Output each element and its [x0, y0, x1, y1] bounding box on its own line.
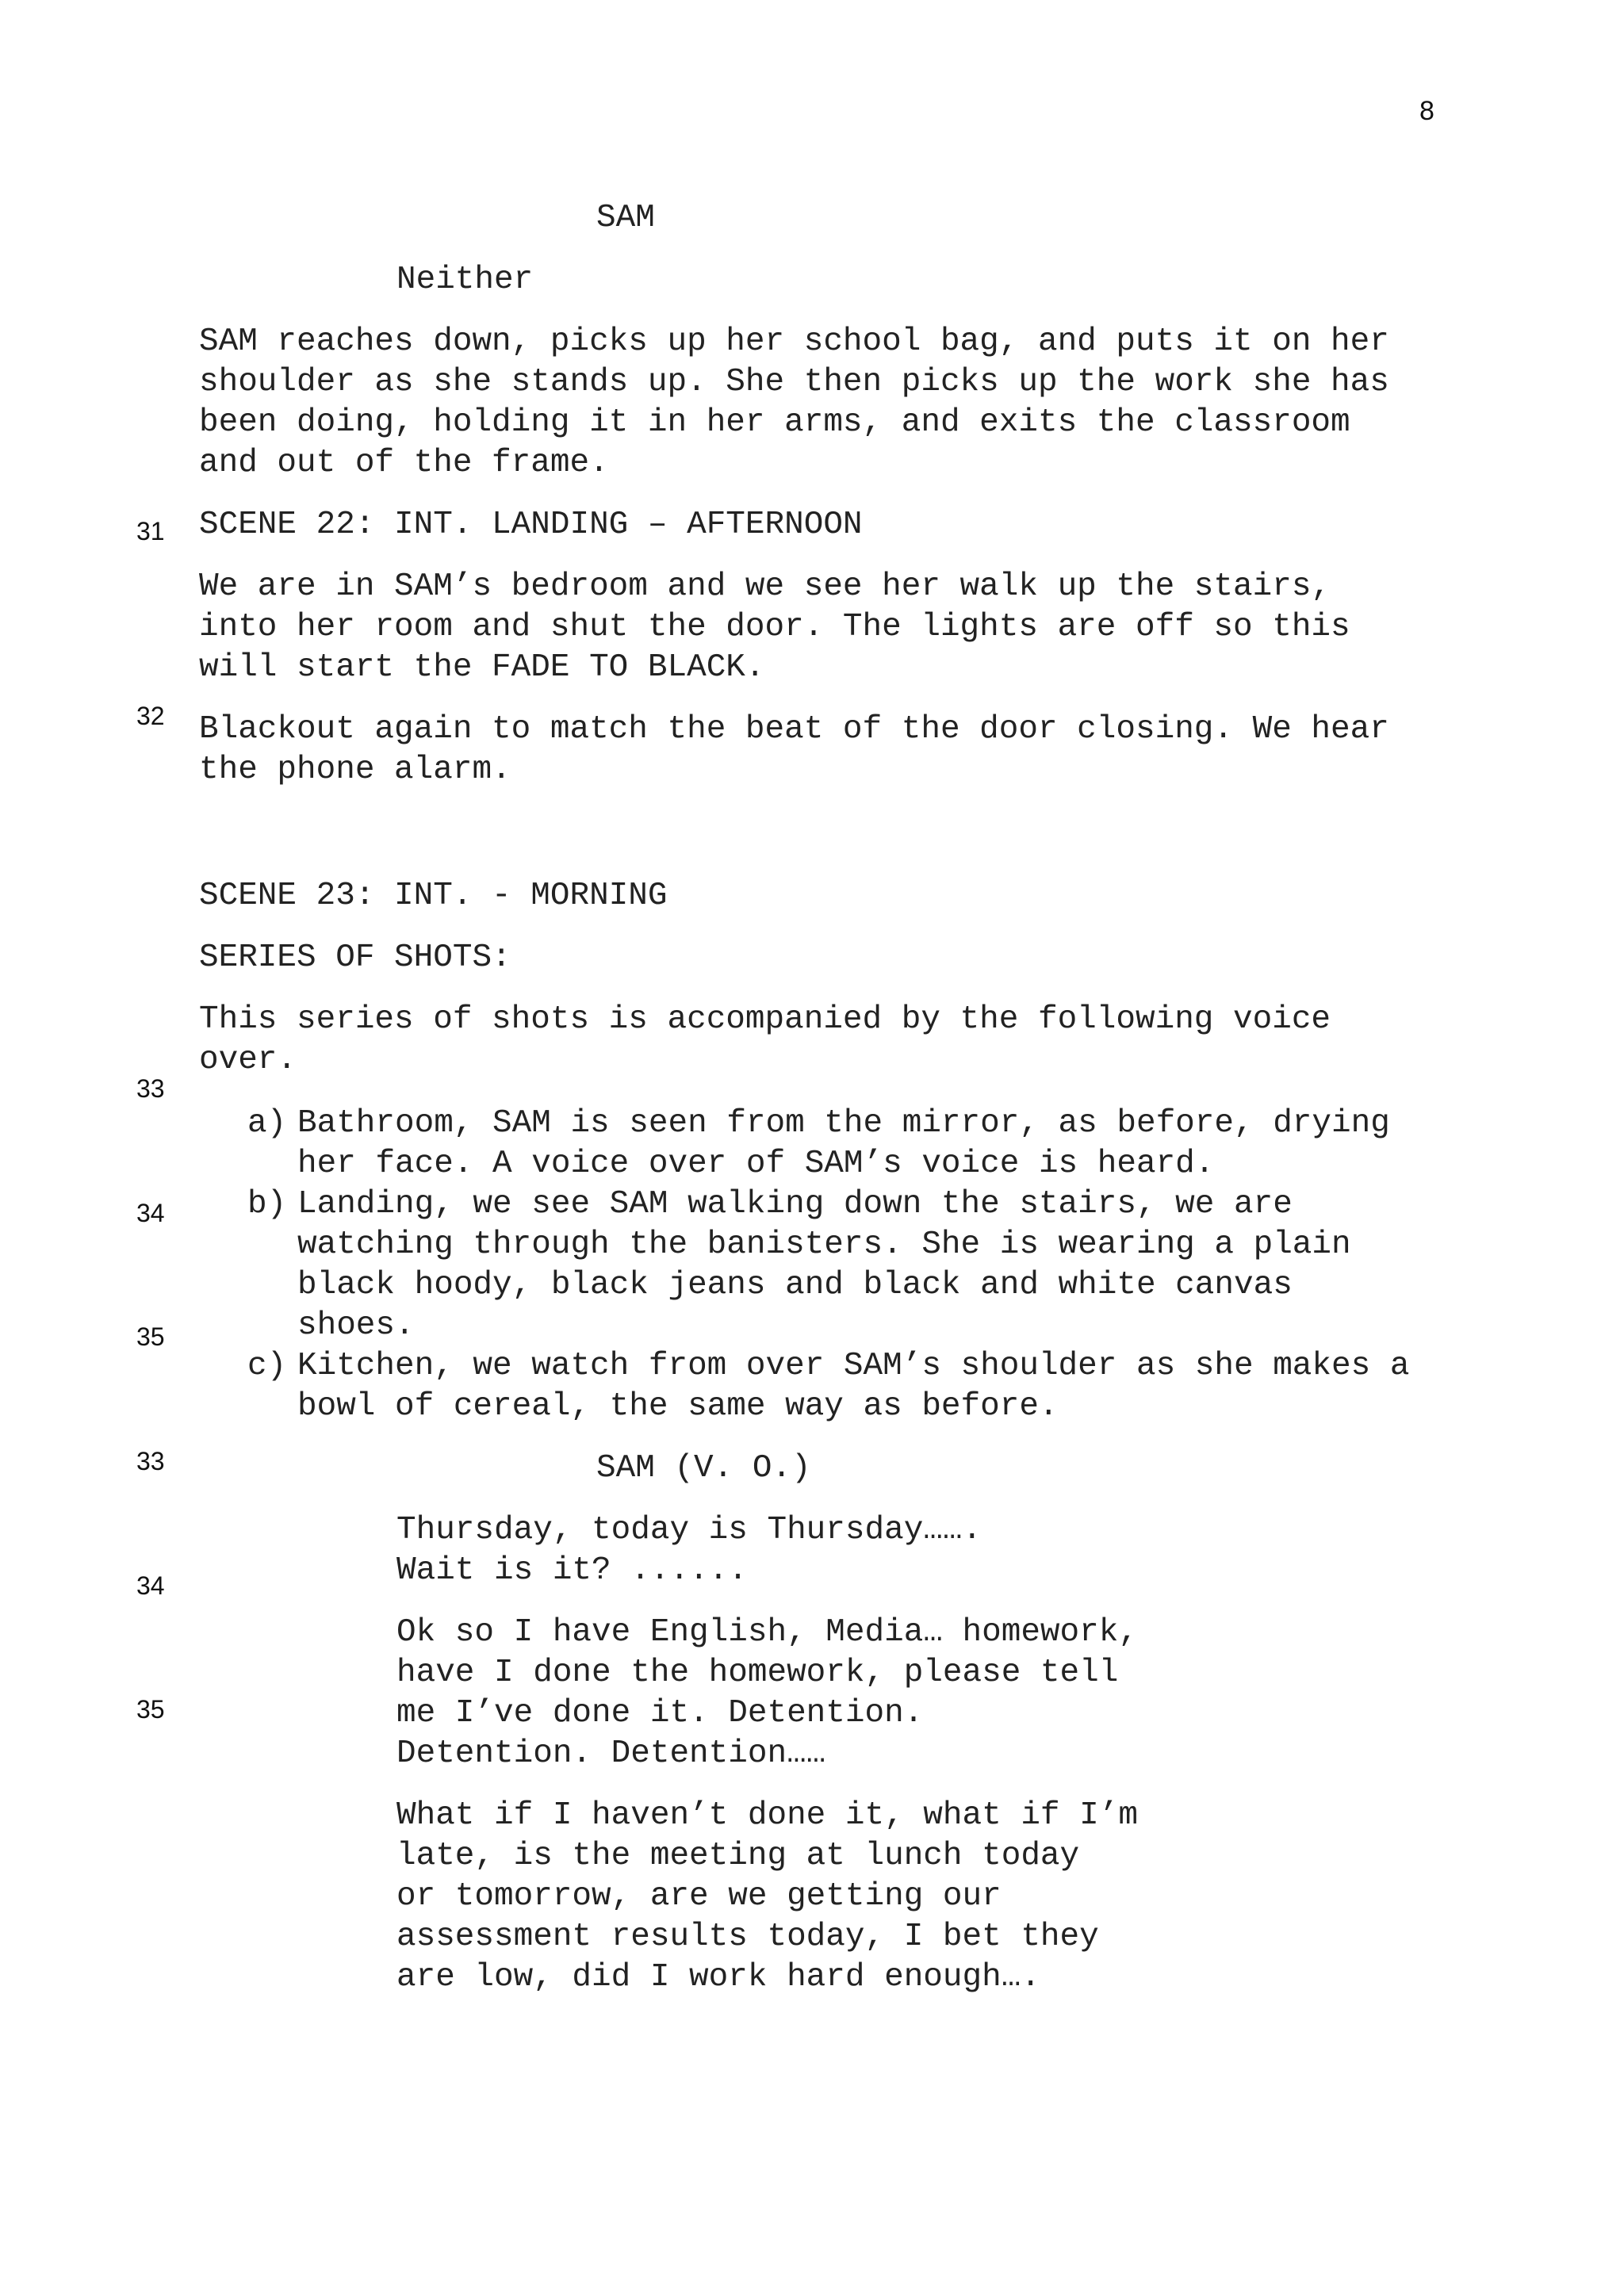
- margin-number: 35: [136, 1695, 165, 1724]
- margin-number: 35: [136, 1322, 165, 1351]
- action-line: Blackout again to match the beat of the door closing. We hear: [199, 711, 1389, 748]
- dialogue-line: are low, did I work hard enough….: [396, 1959, 1040, 1996]
- action-line: This series of shots is accompanied by the following voice: [199, 1001, 1331, 1038]
- shot-line: watching through the banisters. She is wearing a plain: [297, 1226, 1351, 1263]
- shot-line: shoes.: [297, 1307, 415, 1344]
- dialogue-line: have I done the homework, please tell: [396, 1655, 1119, 1691]
- margin-number: 34: [136, 1199, 165, 1227]
- scene-heading: SCENE 23: INT. - MORNING: [199, 878, 668, 914]
- action-line: the phone alarm.: [199, 752, 511, 788]
- shot-line: Bathroom, SAM is seen from the mirror, as before, drying: [297, 1105, 1390, 1142]
- shot-line: her face. A voice over of SAM’s voice is heard.: [297, 1146, 1215, 1182]
- margin-number: 33: [136, 1074, 165, 1103]
- shot-marker: b): [247, 1186, 287, 1223]
- shot-line: Landing, we see SAM walking down the stairs, we are: [297, 1186, 1293, 1223]
- shot-line: bowl of cereal, the same way as before.: [297, 1388, 1059, 1425]
- margin-number: 33: [136, 1447, 165, 1475]
- dialogue-line: Ok so I have English, Media… homework,: [396, 1614, 1138, 1651]
- dialogue-line: Thursday, today is Thursday…….: [396, 1512, 982, 1548]
- shot-line: Kitchen, we watch from over SAM’s shoulder as she makes a: [297, 1348, 1410, 1384]
- action-line: SAM reaches down, picks up her school bag, and puts it on her: [199, 323, 1389, 360]
- shot-marker: c): [247, 1348, 287, 1384]
- shot-line: black hoody, black jeans and black and white canvas: [297, 1267, 1293, 1303]
- character-cue: SAM (V. O.): [596, 1450, 811, 1487]
- dialogue-line: me I’ve done it. Detention.: [396, 1695, 924, 1732]
- shot-marker: a): [247, 1105, 287, 1142]
- margin-number: 31: [136, 517, 165, 545]
- action-line: over.: [199, 1042, 297, 1078]
- action-line: been doing, holding it in her arms, and exits the classroom: [199, 404, 1350, 441]
- action-line: We are in SAM’s bedroom and we see her walk up the stairs,: [199, 568, 1331, 605]
- dialogue-line: or tomorrow, are we getting our: [396, 1878, 1002, 1915]
- action-line: shoulder as she stands up. She then picks up the work she has: [199, 364, 1389, 400]
- dialogue-line: What if I haven’t done it, what if I’m: [396, 1797, 1138, 1834]
- page-number: 8: [1419, 96, 1434, 126]
- dialogue-line: Neither: [396, 262, 534, 298]
- dialogue-line: Detention. Detention……: [396, 1735, 826, 1772]
- dialogue-line: assessment results today, I bet they: [396, 1919, 1099, 1955]
- dialogue-line: late, is the meeting at lunch today: [396, 1838, 1080, 1874]
- margin-number: 32: [136, 702, 165, 730]
- action-line: and out of the frame.: [199, 445, 609, 481]
- character-cue: SAM: [596, 200, 655, 236]
- dialogue-line: Wait is it? ......: [396, 1552, 748, 1589]
- scene-heading: SCENE 22: INT. LANDING – AFTERNOON: [199, 507, 863, 543]
- series-heading: SERIES OF SHOTS:: [199, 939, 511, 976]
- action-line: into her room and shut the door. The lights are off so this: [199, 609, 1350, 645]
- margin-number: 34: [136, 1571, 165, 1600]
- action-line: will start the FADE TO BLACK.: [199, 649, 765, 686]
